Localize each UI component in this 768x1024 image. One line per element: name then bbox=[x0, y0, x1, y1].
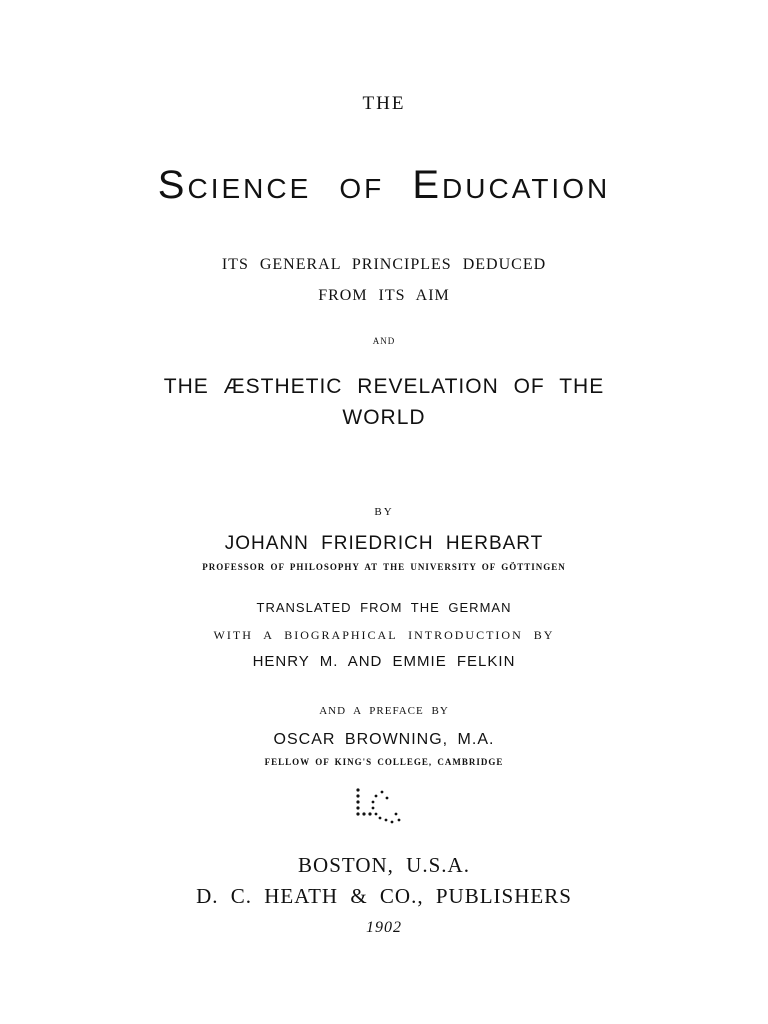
second-title-line-1: THE ÆSTHETIC REVELATION OF THE bbox=[163, 375, 605, 398]
book-title: Science of Education bbox=[157, 163, 611, 207]
publication-city: BOSTON, U.S.A. bbox=[298, 853, 470, 877]
conjunction-and: AND bbox=[372, 336, 396, 346]
publisher-name: D. C. HEATH & CO., PUBLISHERS bbox=[196, 884, 572, 908]
author-role: PROFESSOR OF PHILOSOPHY AT THE UNIVERSITY OF GÖTTINGEN bbox=[202, 562, 566, 572]
preface-author: OSCAR BROWNING, M.A. bbox=[273, 731, 495, 748]
lc-library-stamp-icon bbox=[352, 784, 404, 830]
subtitle-line-2: FROM ITS AIM bbox=[318, 287, 450, 304]
publication-year: 1902 bbox=[366, 919, 402, 936]
preface-author-role: FELLOW OF KING'S COLLEGE, CAMBRIDGE bbox=[264, 757, 504, 767]
second-title-line-2: WORLD bbox=[342, 406, 426, 429]
title-article: THE bbox=[362, 93, 406, 114]
preface-intro: AND A PREFACE BY bbox=[319, 705, 449, 717]
subtitle-line-1: ITS GENERAL PRINCIPLES DEDUCED bbox=[221, 256, 547, 273]
translators-names: HENRY M. AND EMMIE FELKIN bbox=[252, 653, 516, 670]
translated-line-1: TRANSLATED FROM THE GERMAN bbox=[256, 600, 512, 615]
translated-line-2: WITH A BIOGRAPHICAL INTRODUCTION BY bbox=[213, 628, 555, 642]
by-label: BY bbox=[374, 506, 394, 518]
author-name: JOHANN FRIEDRICH HERBART bbox=[224, 533, 544, 554]
